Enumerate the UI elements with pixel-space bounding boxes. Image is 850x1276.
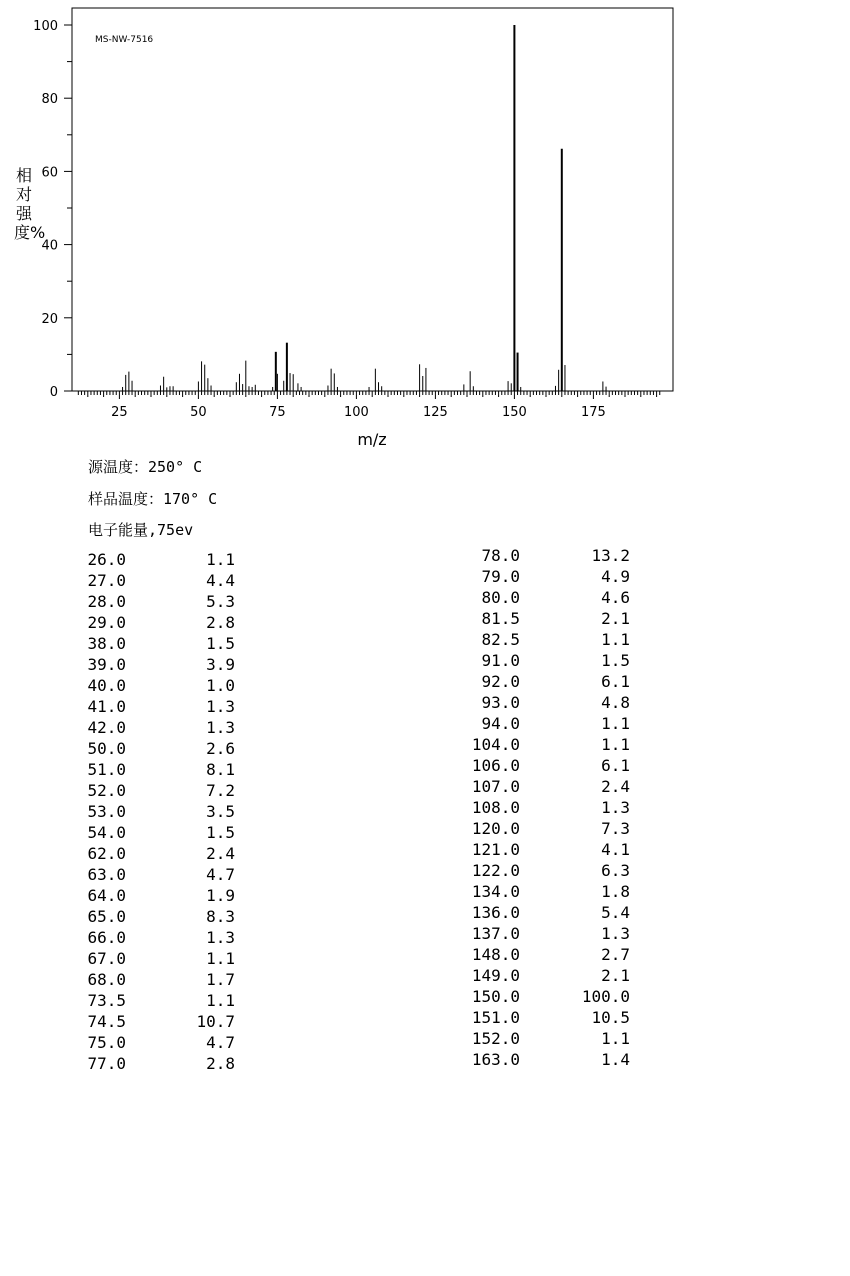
peak-abundance: 100.0 (581, 987, 630, 1006)
peak-mz: 148.0 (471, 945, 520, 964)
peak-mz: 120.0 (471, 819, 520, 838)
peak-mz: 106.0 (471, 756, 520, 775)
peak-mz: 163.0 (471, 1050, 520, 1069)
peak-abundance: 6.1 (601, 672, 630, 691)
peak-abundance: 4.7 (206, 865, 235, 884)
peak-row (0, 965, 850, 986)
peak-abundance: 5.4 (601, 903, 630, 922)
peak-mz: 80.0 (481, 588, 520, 607)
peak-mz: 82.5 (481, 630, 520, 649)
peak-mz: 26.0 (87, 550, 126, 569)
spectrum-id-label: MS-NW-7516 (95, 35, 154, 45)
y-axis (33, 19, 72, 400)
peak-mz: 93.0 (481, 693, 520, 712)
peak-row (0, 692, 850, 713)
peak-abundance: 8.3 (206, 907, 235, 926)
peak-mz: 77.0 (87, 1054, 126, 1073)
peak-row (0, 923, 850, 944)
sample-temperature: 样品温度：170° C (88, 490, 218, 508)
peak-row (0, 650, 850, 671)
peak-abundance: 4.4 (206, 571, 235, 590)
x-tick-label: 25 (111, 405, 128, 420)
peak-mz: 137.0 (471, 924, 520, 943)
peak-row (0, 608, 850, 629)
peak-mz: 52.0 (87, 781, 126, 800)
peak-abundance: 5.3 (206, 592, 235, 611)
peak-abundance: 1.1 (601, 714, 630, 733)
peak-mz: 104.0 (471, 735, 520, 754)
peak-mz: 121.0 (471, 840, 520, 859)
peak-abundance: 1.8 (601, 882, 630, 901)
y-axis-label: 相对强度% (14, 166, 46, 242)
peak-mz: 68.0 (87, 970, 126, 989)
peak-mz: 38.0 (87, 634, 126, 653)
peak-mz: 63.0 (87, 865, 126, 884)
peak-abundance: 1.3 (206, 697, 235, 716)
peak-mz: 152.0 (471, 1029, 520, 1048)
peak-abundance: 8.1 (206, 760, 235, 779)
peak-abundance: 4.9 (601, 567, 630, 586)
peak-row (0, 587, 850, 608)
peak-mz: 41.0 (87, 697, 126, 716)
peak-mz: 134.0 (471, 882, 520, 901)
peak-mz: 27.0 (87, 571, 126, 590)
peak-row (0, 1007, 850, 1028)
peak-abundance: 2.7 (601, 945, 630, 964)
peak-abundance: 4.8 (601, 693, 630, 712)
peak-mz: 39.0 (87, 655, 126, 674)
peak-mz: 40.0 (87, 676, 126, 695)
peak-abundance: 1.3 (601, 924, 630, 943)
peak-abundance: 2.8 (206, 1054, 235, 1073)
plot-frame (72, 8, 673, 391)
x-tick-label: 150 (501, 405, 527, 420)
peak-row (0, 797, 850, 818)
peak-row (0, 776, 850, 797)
peak-abundance: 7.3 (601, 819, 630, 838)
peak-abundance: 1.1 (206, 550, 235, 569)
peak-mz: 94.0 (481, 714, 520, 733)
y-tick-label: 40 (41, 238, 58, 254)
peak-abundance: 2.4 (601, 777, 630, 796)
peak-abundance: 1.3 (601, 798, 630, 817)
peak-abundance: 2.1 (601, 966, 630, 985)
peak-row (0, 671, 850, 692)
peak-mz: 42.0 (87, 718, 126, 737)
peak-abundance: 1.1 (601, 1029, 630, 1048)
peak-abundance: 13.2 (591, 546, 630, 565)
peak-abundance: 3.9 (206, 655, 235, 674)
peak-row (0, 713, 850, 734)
peak-bars (123, 25, 606, 391)
peak-mz: 79.0 (481, 567, 520, 586)
peak-mz: 53.0 (87, 802, 126, 821)
peak-abundance: 1.5 (206, 823, 235, 842)
peak-abundance: 4.7 (206, 1033, 235, 1052)
peak-mz: 81.5 (481, 609, 520, 628)
y-tick-label: 60 (41, 165, 58, 181)
peak-abundance: 2.8 (206, 613, 235, 632)
peak-mz: 50.0 (87, 739, 126, 758)
peak-abundance: 1.0 (206, 676, 235, 695)
peak-row (0, 944, 850, 965)
peak-row (0, 1028, 850, 1049)
peak-row (0, 902, 850, 923)
peak-abundance: 7.2 (206, 781, 235, 800)
peak-mz: 28.0 (87, 592, 126, 611)
peak-row (0, 881, 850, 902)
peak-mz: 65.0 (87, 907, 126, 926)
peak-abundance: 10.7 (196, 1012, 235, 1031)
peak-row (0, 860, 850, 881)
peak-row (0, 629, 850, 650)
peak-abundance: 2.4 (206, 844, 235, 863)
peak-mz: 54.0 (87, 823, 126, 842)
y-tick-label: 20 (41, 311, 58, 327)
peak-abundance: 1.3 (206, 718, 235, 737)
peak-row (0, 734, 850, 755)
peak-mz: 151.0 (471, 1008, 520, 1027)
electron-energy: 电子能量,75ev (88, 521, 194, 539)
peak-row (0, 755, 850, 776)
peak-abundance: 1.1 (206, 991, 235, 1010)
peak-abundance: 1.1 (601, 630, 630, 649)
peak-abundance: 1.9 (206, 886, 235, 905)
peak-mz: 107.0 (471, 777, 520, 796)
peak-row (0, 566, 850, 587)
peak-mz: 29.0 (87, 613, 126, 632)
peak-mz: 108.0 (471, 798, 520, 817)
peak-mz: 62.0 (87, 844, 126, 863)
peak-abundance: 1.4 (601, 1050, 630, 1069)
peak-abundance: 4.1 (601, 840, 630, 859)
peak-mz: 91.0 (481, 651, 520, 670)
peak-mz: 75.0 (87, 1033, 126, 1052)
peak-mz: 73.5 (87, 991, 126, 1010)
mass-spectrum-chart (0, 0, 850, 460)
peak-mz: 74.5 (87, 1012, 126, 1031)
peak-row (0, 1049, 850, 1070)
peak-abundance: 1.5 (206, 634, 235, 653)
y-tick-label: 0 (49, 385, 58, 400)
peak-mz: 67.0 (87, 949, 126, 968)
x-tick-label: 75 (269, 405, 286, 420)
peak-mz: 78.0 (481, 546, 520, 565)
peak-row (0, 986, 850, 1007)
x-tick-label: 50 (190, 405, 207, 420)
x-axis-label: m/z (357, 430, 387, 449)
peak-abundance: 1.1 (206, 949, 235, 968)
x-tick-label: 175 (580, 405, 606, 420)
peak-row (0, 839, 850, 860)
y-tick-label: 80 (41, 92, 58, 108)
y-tick-label: 100 (33, 19, 58, 34)
peak-mz: 136.0 (471, 903, 520, 922)
peak-mz: 150.0 (471, 987, 520, 1006)
peak-abundance: 1.5 (601, 651, 630, 670)
x-tick-label: 100 (343, 405, 369, 420)
peak-mz: 51.0 (87, 760, 126, 779)
peak-abundance: 3.5 (206, 802, 235, 821)
x-axis (78, 391, 659, 420)
peak-mz: 66.0 (87, 928, 126, 947)
peak-mz: 92.0 (481, 672, 520, 691)
peak-mz: 149.0 (471, 966, 520, 985)
peak-abundance: 1.3 (206, 928, 235, 947)
peak-abundance: 2.6 (206, 739, 235, 758)
x-tick-label: 125 (422, 405, 448, 420)
peak-abundance: 1.7 (206, 970, 235, 989)
peak-table-right (0, 545, 850, 1070)
peak-row (0, 818, 850, 839)
peak-mz: 64.0 (87, 886, 126, 905)
peak-mz: 122.0 (471, 861, 520, 880)
peak-abundance: 2.1 (601, 609, 630, 628)
peak-abundance: 6.1 (601, 756, 630, 775)
peak-abundance: 1.1 (601, 735, 630, 754)
source-temperature: 源温度：250° C (88, 458, 203, 476)
peak-abundance: 4.6 (601, 588, 630, 607)
peak-row (0, 545, 850, 566)
peak-abundance: 10.5 (591, 1008, 630, 1027)
peak-abundance: 6.3 (601, 861, 630, 880)
